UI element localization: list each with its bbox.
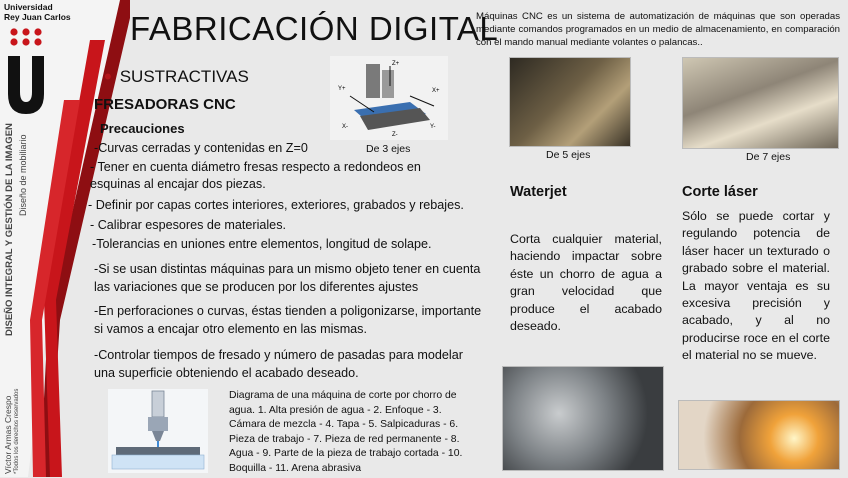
university-logo-text	[4, 2, 71, 22]
caption-5-axes: De 5 ejes	[546, 149, 591, 161]
waterjet-photo	[502, 366, 664, 471]
precaution-line: - Definir por capas cortes interiores, exteriores, grabados y rebajes.	[88, 198, 464, 212]
axis-label-x: X+	[432, 88, 440, 94]
bullet-dot-icon: •	[104, 64, 112, 89]
five-axis-photo	[509, 57, 631, 147]
laser-photo	[678, 400, 840, 470]
section-subtitle: FRESADORAS CNC	[94, 96, 236, 113]
note-paragraph: -Controlar tiempos de fresado y número de pasadas para modelar una superficie obteniendo el acabado deseado.	[94, 348, 463, 380]
waterjet-heading: Waterjet	[510, 184, 567, 200]
author-text: Víctor Armas Crespo	[3, 395, 13, 474]
bullet-label: SUSTRACTIVAS	[119, 67, 249, 86]
seven-axis-photo	[682, 57, 839, 149]
section-bullet	[104, 64, 249, 90]
laser-heading: Corte láser	[682, 184, 758, 200]
axis-label-xm: X-	[342, 124, 348, 130]
waterjet-diagram	[108, 389, 208, 473]
page-title: FABRICACIÓN DIGITAL	[130, 10, 499, 47]
caption-7-axes: De 7 ejes	[746, 151, 791, 163]
precaution-line: -Tolerancias en uniones entre elementos, longitud de solape.	[92, 237, 432, 251]
university-logo-icon	[4, 26, 48, 116]
axis-label-ym: Y-	[430, 124, 436, 130]
axis-label-y: Y+	[338, 86, 346, 92]
axis-label-z: Z+	[392, 61, 400, 67]
precautions-heading: Precauciones	[100, 121, 185, 136]
precaution-line: -Curvas cerradas y contenidas en Z=0	[94, 141, 308, 155]
university-name-line2: Rey Juan Carlos	[4, 12, 71, 22]
intro-paragraph: Máquinas CNC es un sistema de automatización de máquinas que son operadas mediante comandos programados en un medio de almacenamiento, en comparación con el mando manual mediante volantes o palancas..	[476, 11, 840, 48]
precaution-line: - Calibrar espesores de materiales.	[90, 218, 286, 232]
side-department-text: DISEÑO INTEGRAL Y GESTIÓN DE LA IMAGEN	[4, 123, 15, 336]
cnc-axes-illustration	[330, 56, 448, 140]
waterjet-nozzle-illustration	[108, 389, 208, 473]
precaution-line: esquinas al encajar dos piezas.	[90, 177, 266, 191]
precaution-line: - Tener en cuenta diámetro fresas respecto a redondeos en	[90, 160, 421, 174]
caption-3-axes: De 3 ejes	[366, 143, 411, 155]
diagram-caption: Diagrama de una máquina de corte por chorro de agua. 1. Alta presión de agua - 2. Enfoque - 3. Cámara de mezcla - 4. Tapa - 5. Salpicaduras - 6. Pieza de trabajo - 7. Pieza de red permanente - 8. Agua - 9. Parte de la pieza de trabajo cortada - 10. Boquilla - 11. Arena abrasiva	[229, 390, 463, 474]
note-paragraph: -En perforaciones o curvas, éstas tienden a poligonizarse, importante si vamos a encajar otro elemento en las mismas.	[94, 304, 482, 336]
laser-text: Sólo se puede cortar y regulando potencia de láser hacer un texturado o grabado sobre el material. La mayor ventaja es su excesiva precisión y acabado, y al no producirse roce en el corte el material no se mueve.	[682, 209, 830, 363]
university-name-line1: Universidad	[4, 2, 53, 12]
waterjet-text: Corta cualquier material, haciendo impactar sobre éste un chorro de agua a gran velocidad que produce el acabado deseado.	[510, 232, 662, 334]
side-course-text: Diseño de mobiliario	[18, 134, 28, 216]
note-paragraph: -Si se usan distintas máquinas para un mismo objeto tener en cuenta las variaciones que se producen por los diferentes ajustes	[94, 262, 481, 294]
rights-text: *Todos los derechos reservados	[14, 388, 20, 474]
axis-label-zm: Z-	[392, 132, 398, 138]
three-axis-diagram	[330, 56, 448, 140]
